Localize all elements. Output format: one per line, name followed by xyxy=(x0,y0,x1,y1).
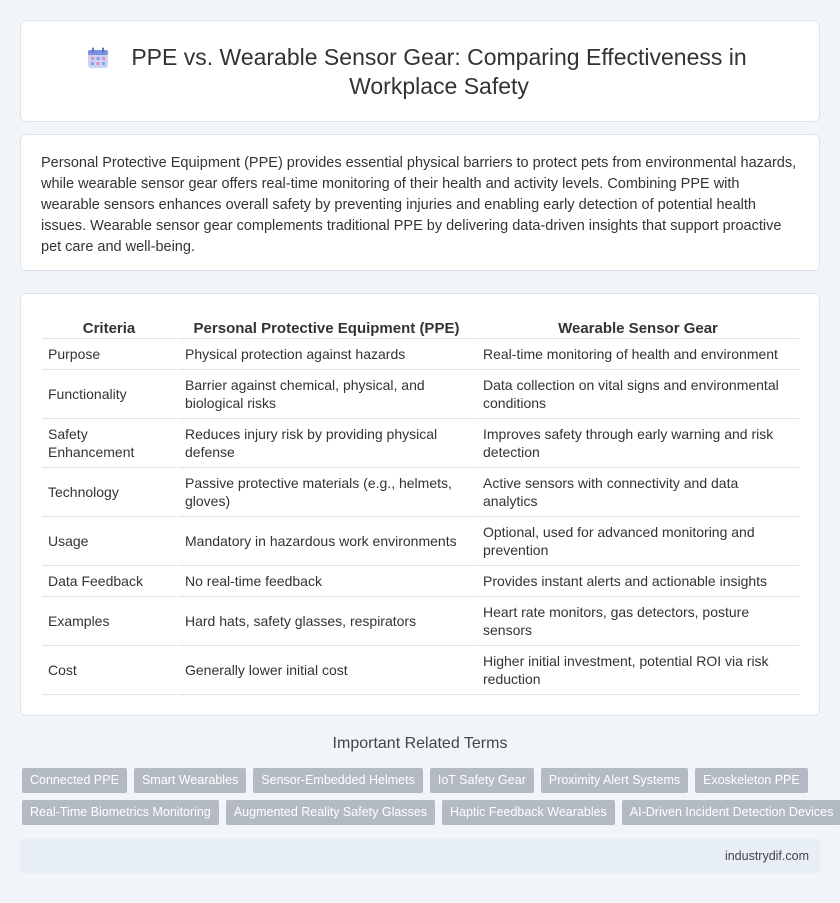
comparison-card xyxy=(20,293,820,716)
cell-ppe: Barrier against chemical, physical, and biological risks xyxy=(176,370,474,419)
cell-criteria: Cost xyxy=(42,646,176,695)
table-row xyxy=(42,566,799,597)
table-row xyxy=(42,370,799,419)
tag-row xyxy=(22,800,834,825)
tag-haptic-feedback-wearables[interactable]: Haptic Feedback Wearables xyxy=(442,800,615,825)
tag-connected-ppe[interactable]: Connected PPE xyxy=(22,768,127,793)
cell-ppe: Generally lower initial cost xyxy=(176,646,474,695)
header-wearable: Wearable Sensor Gear xyxy=(474,314,799,339)
tag-sensor-embedded-helmets[interactable]: Sensor-Embedded Helmets xyxy=(253,768,423,793)
cell-wearable: Data collection on vital signs and environmental conditions xyxy=(474,370,799,419)
cell-ppe: Hard hats, safety glasses, respirators xyxy=(176,597,474,646)
cell-ppe: Physical protection against hazards xyxy=(176,339,474,370)
header-ppe: Personal Protective Equipment (PPE) xyxy=(176,314,474,339)
cell-criteria: Data Feedback xyxy=(42,566,176,597)
related-terms-tags xyxy=(22,768,834,832)
table-row xyxy=(42,419,799,468)
table-row xyxy=(42,517,799,566)
tag-smart-wearables[interactable]: Smart Wearables xyxy=(134,768,246,793)
table-row xyxy=(42,468,799,517)
title-card xyxy=(20,20,820,122)
tag-real-time-biometrics[interactable]: Real-Time Biometrics Monitoring xyxy=(22,800,219,825)
tag-proximity-alert-systems[interactable]: Proximity Alert Systems xyxy=(541,768,688,793)
tag-row xyxy=(22,768,822,793)
related-terms-title: Important Related Terms xyxy=(332,735,508,752)
cell-criteria: Usage xyxy=(42,517,176,566)
table-row xyxy=(42,597,799,646)
cell-wearable: Heart rate monitors, gas detectors, posture sensors xyxy=(474,597,799,646)
cell-wearable: Higher initial investment, potential ROI via risk reduction xyxy=(474,646,799,695)
footer-site-link[interactable]: industrydif.com xyxy=(724,849,809,863)
cell-criteria: Functionality xyxy=(42,370,176,419)
cell-criteria: Purpose xyxy=(42,339,176,370)
cell-wearable: Provides instant alerts and actionable insights xyxy=(474,566,799,597)
tag-iot-safety-gear[interactable]: IoT Safety Gear xyxy=(430,768,534,793)
intro-card xyxy=(20,134,820,271)
cell-wearable: Active sensors with connectivity and data analytics xyxy=(474,468,799,517)
header-criteria: Criteria xyxy=(42,314,176,339)
cell-ppe: Passive protective materials (e.g., helmets, gloves) xyxy=(176,468,474,517)
cell-wearable: Optional, used for advanced monitoring and prevention xyxy=(474,517,799,566)
cell-ppe: Reduces injury risk by providing physical defense xyxy=(176,419,474,468)
cell-wearable: Real-time monitoring of health and environment xyxy=(474,339,799,370)
intro-paragraph: Personal Protective Equipment (PPE) provides essential physical barriers to protect pets from environmental hazards, while wearable sensor gear offers real-time monitoring of their health and activity levels. Combining PPE with wearable sensors enhances overall safety by preventing injuries and enabling early detection of potential health issues. Wearable sensor gear complements traditional PPE by delivering data-driven insights that support proactive pet care and well-being. xyxy=(41,155,797,255)
table-row xyxy=(42,339,799,370)
tag-exoskeleton-ppe[interactable]: Exoskeleton PPE xyxy=(695,768,808,793)
table-header-row xyxy=(42,314,799,339)
footer xyxy=(20,839,820,873)
table-row xyxy=(42,646,799,695)
cell-criteria: Examples xyxy=(42,597,176,646)
cell-ppe: No real-time feedback xyxy=(176,566,474,597)
comparison-table xyxy=(42,314,799,695)
cell-criteria: Safety Enhancement xyxy=(42,419,176,468)
cell-criteria: Technology xyxy=(42,468,176,517)
cell-ppe: Mandatory in hazardous work environments xyxy=(176,517,474,566)
cell-wearable: Improves safety through early warning and risk detection xyxy=(474,419,799,468)
tag-ar-safety-glasses[interactable]: Augmented Reality Safety Glasses xyxy=(226,800,435,825)
page-title: PPE vs. Wearable Sensor Gear: Comparing Effectiveness in Workplace Safety xyxy=(131,44,747,99)
tag-ai-incident-detection[interactable]: AI-Driven Incident Detection Devices xyxy=(622,800,840,825)
